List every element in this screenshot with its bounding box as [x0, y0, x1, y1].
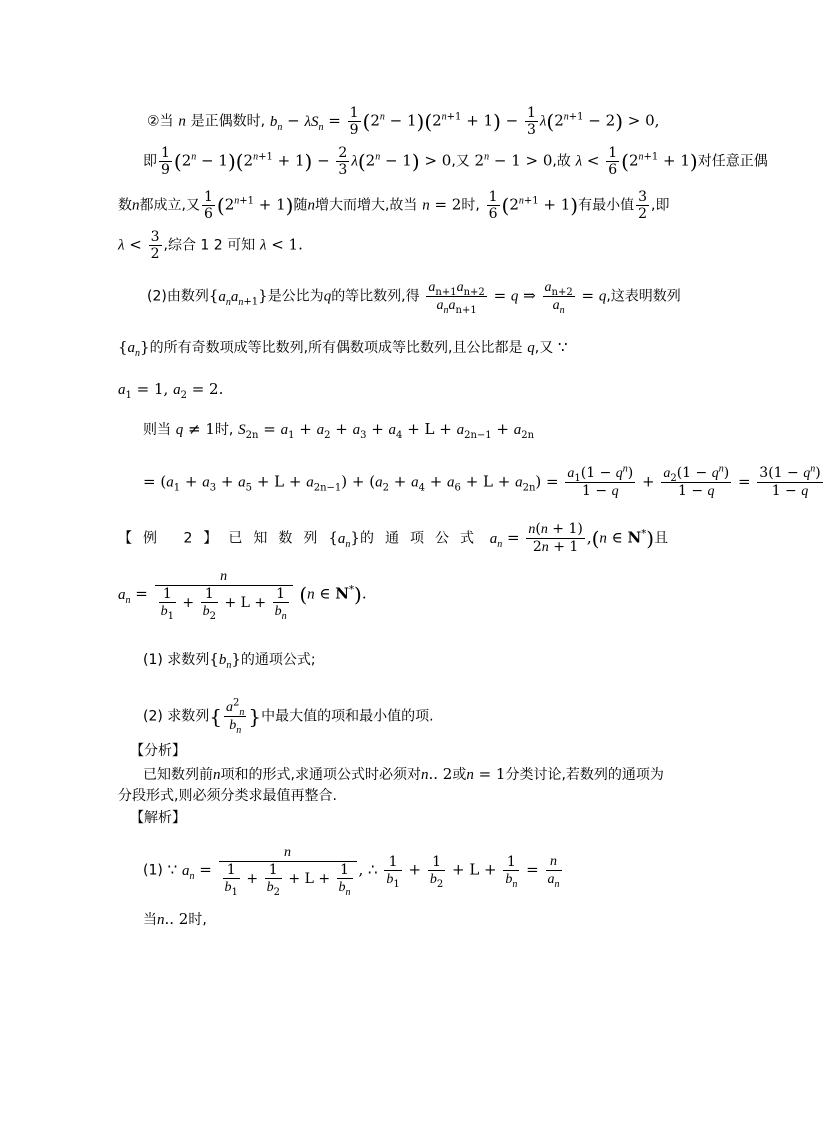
line-19: 当n.. 2时, — [143, 910, 207, 928]
line-5: (2)由数列$\{a_na_{n+1}\}$是公比为q的等比数列,得 $\frac{a_{n+1}a_{n+2}}{a_na_{n+1}}$ = q ⇒ $\frac{a_{n+2}}{a_n}$ = q,这表明数列 — [147, 280, 681, 316]
line-16: 分段形式,则必须分类求最值再整合. — [118, 788, 337, 804]
line-12: (1) 求数列$\{b_n\}$的通项公式; — [143, 650, 316, 671]
line-8: 则当 q ≠ 1时, $S_{2n} = a_1 + a_2 + a_3 + a_4 + L + a_{2n-1} + a_{2n}$ — [143, 420, 535, 441]
line-7: $a_1 = 1$, $a_2 = 2$. — [118, 380, 224, 401]
line-10: 【例 2】已知数列$\{a_n\}$的通项公式 $a_n$ = $\frac{n(n + 1)}{2n + 1}$ ,(n ∈ N*)且 — [118, 521, 669, 555]
line-2: 即 $\frac{1}{9}$ $(2^n - 1)(2^{n+1} + 1)$ − $\frac{2}{3}$ $\lambda(2^n - 1) > 0$,又 $2^n - 1 > 0$,故 λ < $\frac{1}{6}$ $(2^{n+1} + 1)$对任意正偶 — [143, 145, 768, 178]
line-6: $\{a_n\}$的所有奇数项成等比数列,所有偶数项成等比数列,且公比都是 q,又 ∵ — [118, 338, 568, 359]
line-11: $a_n$ = n $\frac{1}{b_1}$ + $\frac{1}{b_2}$ + L + $\frac{1}{b_n}$ (n ∈ N*). — [118, 569, 367, 622]
line-17: 【解析】 — [130, 810, 186, 826]
line-18: (1) ∵ $a_n$ = n $\frac{1}{b_1}$ + $\frac{1}{b_2}$ + L + $\frac{1}{b_n}$ , ∴ $\frac{1}{b_1}$ + $\frac{1}{b_2}$ + L + $\frac{1}{b_n}$ = $\frac{n}{a_n}$ — [143, 845, 560, 898]
line-4: λ < $\frac{3}{2}$ ,综合 1 2 可知 λ < 1. — [118, 229, 303, 262]
line-13: (2) 求数列{ $\frac{a^2_n}{b_n}$ }中最大值的项和最小值的项. — [143, 697, 434, 736]
line-15: 已知数列前n项和的形式,求通项公式时必须对n.. 2或n = 1分类讨论,若数列的通项为 — [143, 765, 664, 783]
line-1: ②当 n 是正偶数时, $b_n - \lambda S_n$ = $\frac{1}{9}$ $(2^n - 1)(2^{n+1} + 1)$ − $\frac{1}{3}$ $\lambda(2^{n+1} - 2) > 0$, — [147, 105, 660, 138]
line-3: 数n都成立,又 $\frac{1}{6}$ $(2^{n+1} + 1)$随n增大而增大,故当 n = 2时, $\frac{1}{6}$ $(2^{n+1} + 1)$有最小值 $\frac{3}{2}$ ,即 — [118, 189, 670, 222]
line-14: 【分析】 — [130, 743, 186, 759]
line-9: = $(a_1 + a_3 + a_5 + L + a_{2n-1}) + (a_2 + a_4 + a_6 + L + a_{2n})$ = $\frac{a_1(1 - q^n)}{1 - q}$ + $\frac{a_2(1 - q^n)}{1 - q}$ = $\frac{3(1 - q^n)}{1 - q}$ — [143, 463, 821, 499]
